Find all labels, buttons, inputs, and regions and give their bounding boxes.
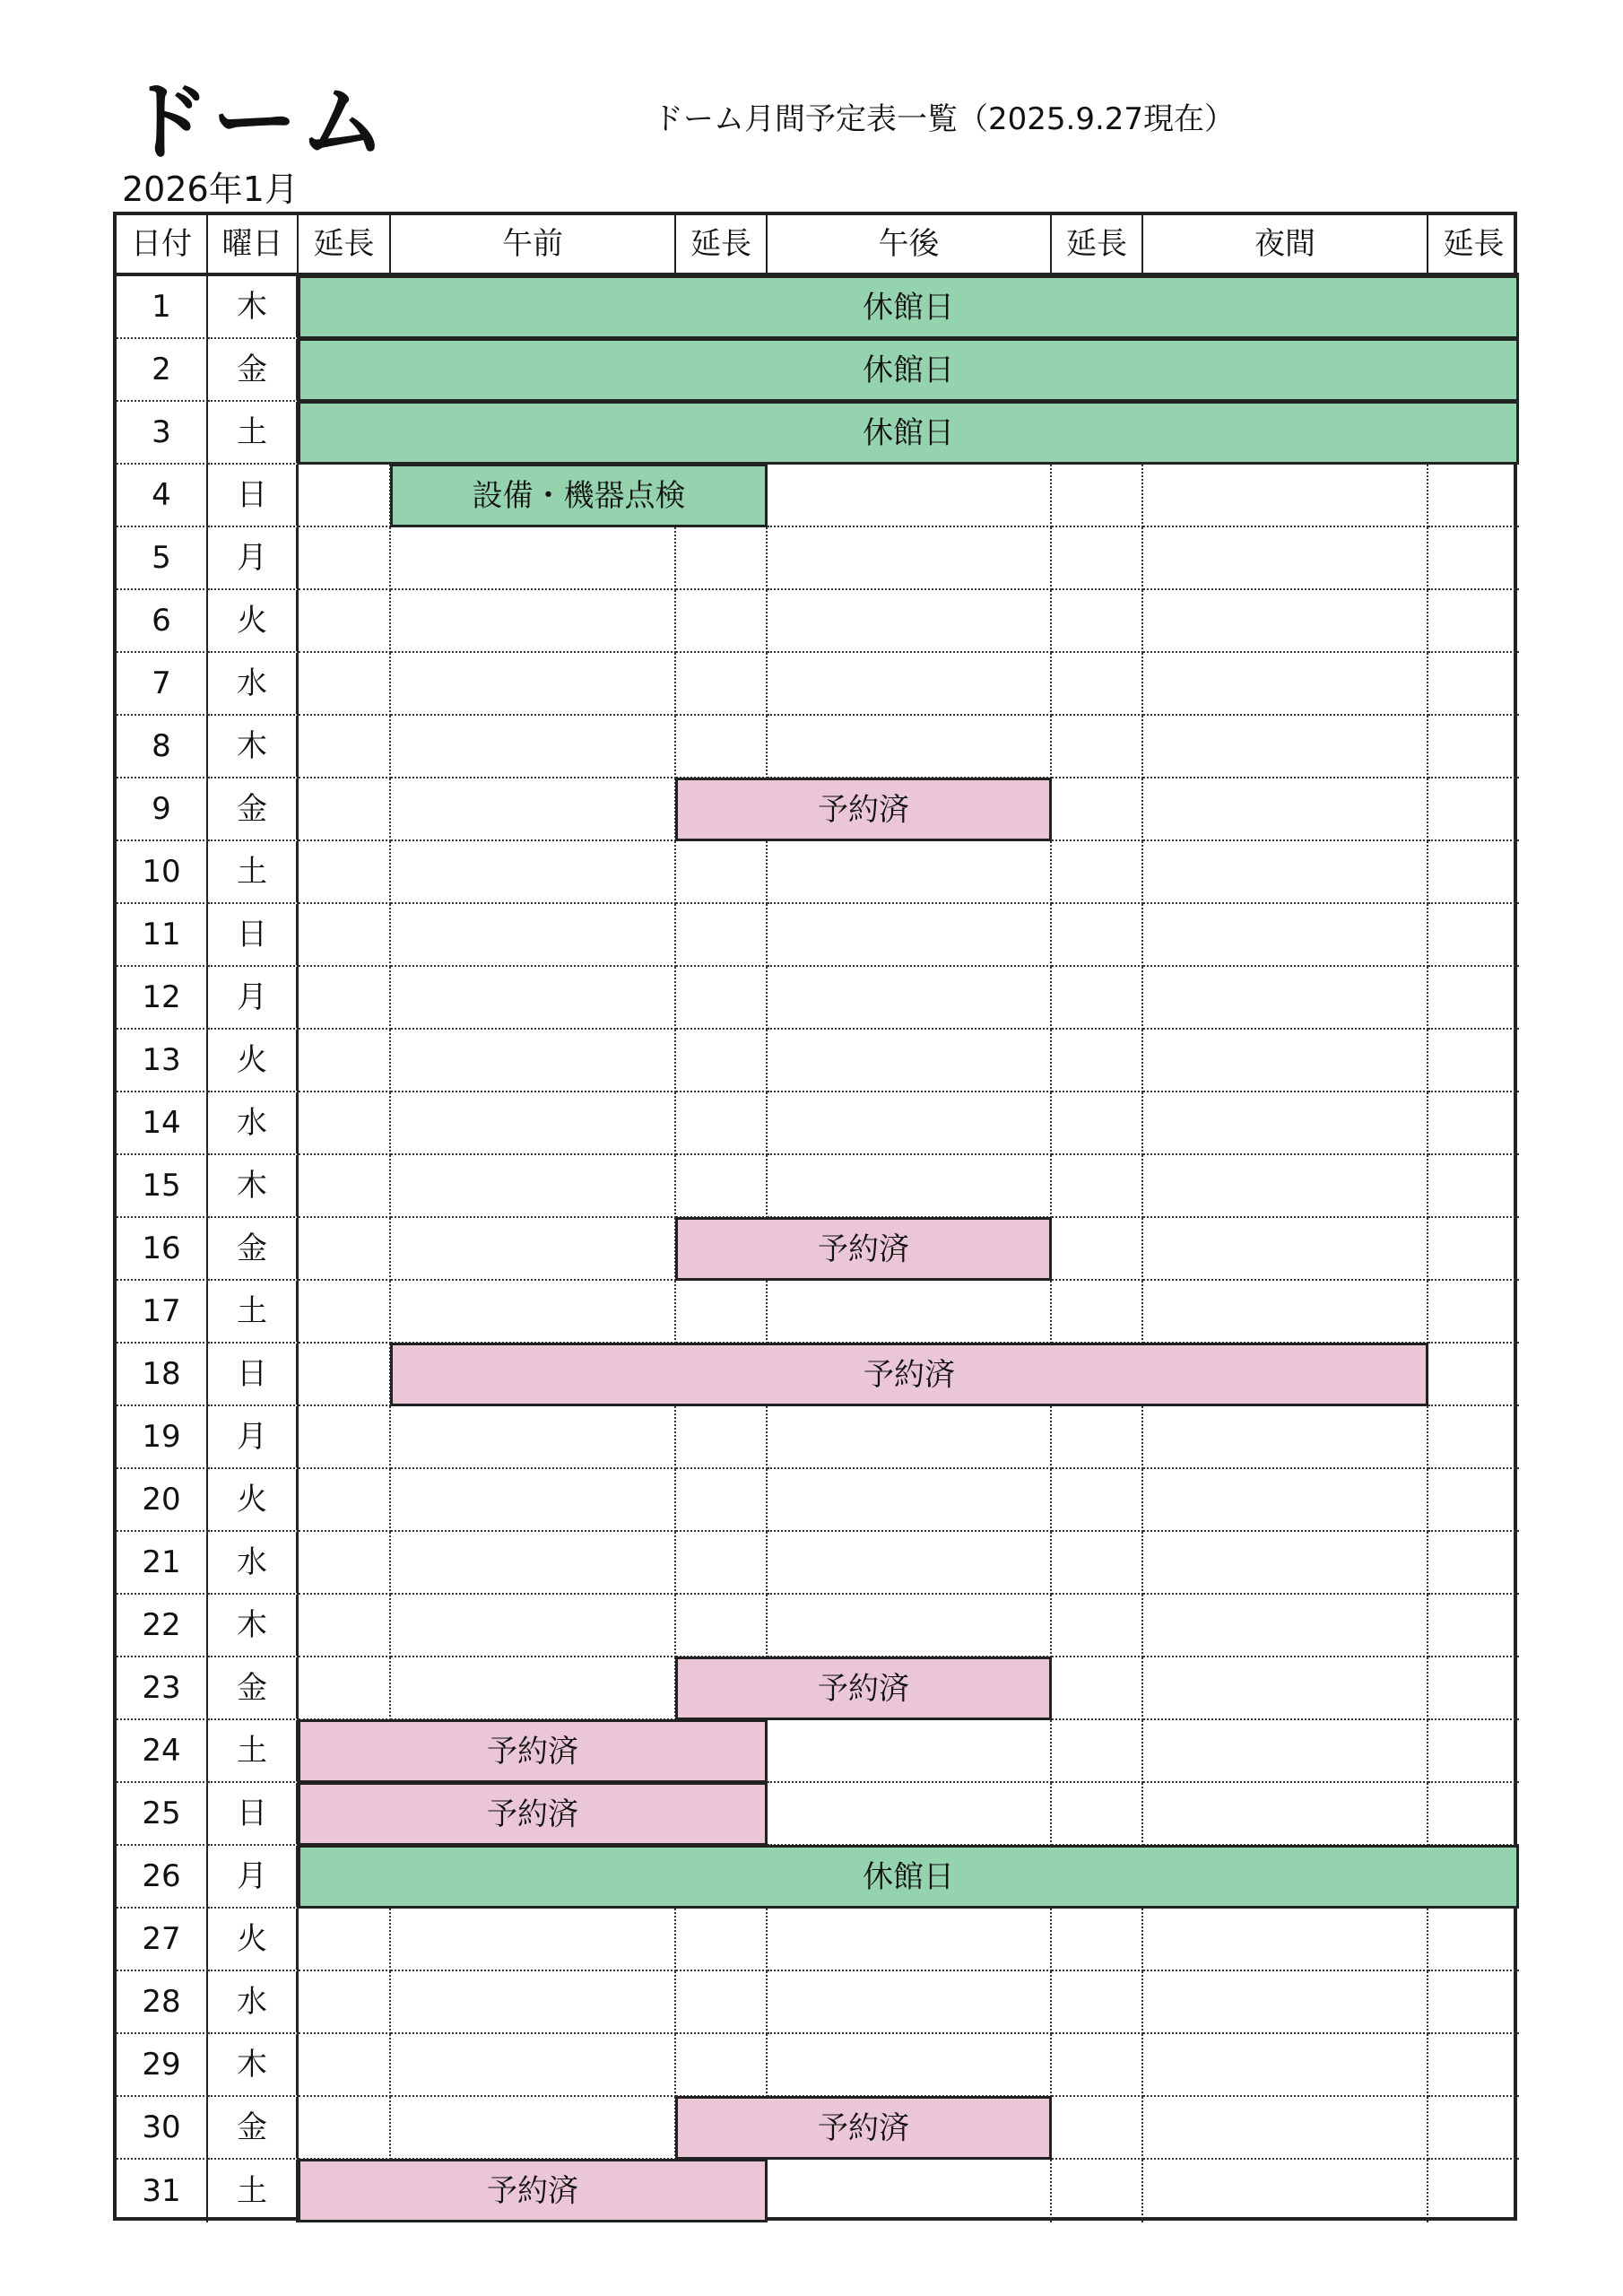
slot-cell bbox=[676, 1281, 768, 1344]
slot-cell bbox=[299, 841, 391, 904]
weekday-cell: 土 bbox=[208, 2160, 299, 2222]
slot-cell bbox=[1428, 2160, 1519, 2222]
weekday-cell: 水 bbox=[208, 1092, 299, 1155]
slot-cell bbox=[391, 527, 676, 590]
date-cell: 18 bbox=[117, 1344, 208, 1406]
slot-cell bbox=[768, 590, 1052, 653]
slot-cell bbox=[1428, 967, 1519, 1030]
weekday-cell: 日 bbox=[208, 904, 299, 967]
slot-cell bbox=[299, 2097, 391, 2160]
slot-cell bbox=[1143, 1469, 1428, 1532]
slot-cell bbox=[1143, 1532, 1428, 1595]
slot-cell bbox=[299, 1281, 391, 1344]
slot-cell bbox=[768, 904, 1052, 967]
slot-cell bbox=[1052, 1971, 1143, 2034]
slot-cell bbox=[1428, 1720, 1519, 1783]
slot-cell bbox=[1428, 527, 1519, 590]
slot-cell bbox=[1428, 2097, 1519, 2160]
slot-cell bbox=[768, 1281, 1052, 1344]
slot-cell bbox=[768, 1971, 1052, 2034]
weekday-cell: 木 bbox=[208, 1155, 299, 1218]
weekday-cell: 水 bbox=[208, 1532, 299, 1595]
slot-cell bbox=[1143, 1281, 1428, 1344]
weekday-cell: 土 bbox=[208, 1720, 299, 1783]
closed-day-block: 休館日 bbox=[298, 275, 1519, 339]
slot-cell bbox=[1052, 1155, 1143, 1218]
slot-cell bbox=[1052, 1092, 1143, 1155]
weekday-cell: 土 bbox=[208, 841, 299, 904]
slot-cell bbox=[299, 967, 391, 1030]
slot-cell bbox=[1052, 1909, 1143, 1971]
slot-cell bbox=[1143, 904, 1428, 967]
date-cell: 14 bbox=[117, 1092, 208, 1155]
slot-cell bbox=[676, 1532, 768, 1595]
slot-cell bbox=[1052, 527, 1143, 590]
column-header: 延長 bbox=[299, 215, 391, 276]
page-title: ドーム bbox=[124, 72, 387, 172]
slot-cell bbox=[1143, 1406, 1428, 1469]
weekday-cell: 木 bbox=[208, 1595, 299, 1657]
slot-cell bbox=[391, 1155, 676, 1218]
month-label: 2026年1月 bbox=[122, 170, 299, 209]
slot-cell bbox=[676, 590, 768, 653]
date-cell: 25 bbox=[117, 1783, 208, 1846]
date-cell: 30 bbox=[117, 2097, 208, 2160]
weekday-cell: 木 bbox=[208, 276, 299, 339]
date-cell: 28 bbox=[117, 1971, 208, 2034]
weekday-cell: 木 bbox=[208, 716, 299, 778]
column-header: 日付 bbox=[117, 215, 208, 276]
slot-cell bbox=[1143, 465, 1428, 527]
column-header: 午前 bbox=[391, 215, 676, 276]
slot-cell bbox=[1052, 1657, 1143, 1720]
slot-cell bbox=[391, 1281, 676, 1344]
slot-cell bbox=[676, 904, 768, 967]
date-cell: 7 bbox=[117, 653, 208, 716]
column-header: 延長 bbox=[676, 215, 768, 276]
date-cell: 6 bbox=[117, 590, 208, 653]
slot-cell bbox=[1143, 2034, 1428, 2097]
slot-cell bbox=[1428, 1030, 1519, 1092]
slot-cell bbox=[299, 527, 391, 590]
slot-cell bbox=[1052, 967, 1143, 1030]
slot-cell bbox=[1428, 841, 1519, 904]
slot-cell bbox=[1143, 1030, 1428, 1092]
slot-cell bbox=[1052, 1030, 1143, 1092]
date-cell: 10 bbox=[117, 841, 208, 904]
date-cell: 12 bbox=[117, 967, 208, 1030]
slot-cell bbox=[1428, 590, 1519, 653]
weekday-cell: 水 bbox=[208, 653, 299, 716]
date-cell: 23 bbox=[117, 1657, 208, 1720]
slot-cell bbox=[1052, 716, 1143, 778]
date-cell: 13 bbox=[117, 1030, 208, 1092]
column-header: 延長 bbox=[1428, 215, 1519, 276]
slot-cell bbox=[299, 904, 391, 967]
weekday-cell: 月 bbox=[208, 1406, 299, 1469]
date-cell: 20 bbox=[117, 1469, 208, 1532]
slot-cell bbox=[1052, 1406, 1143, 1469]
slot-cell bbox=[299, 653, 391, 716]
slot-cell bbox=[1428, 2034, 1519, 2097]
slot-cell bbox=[768, 1469, 1052, 1532]
slot-cell bbox=[1143, 1218, 1428, 1281]
slot-cell bbox=[1052, 2097, 1143, 2160]
slot-cell bbox=[676, 2034, 768, 2097]
slot-cell bbox=[768, 967, 1052, 1030]
slot-cell bbox=[1143, 2097, 1428, 2160]
slot-cell bbox=[1052, 1281, 1143, 1344]
reserved-block: 予約済 bbox=[675, 1217, 1052, 1281]
slot-cell bbox=[1428, 778, 1519, 841]
slot-cell bbox=[1143, 653, 1428, 716]
slot-cell bbox=[676, 967, 768, 1030]
slot-cell bbox=[1428, 1595, 1519, 1657]
weekday-cell: 月 bbox=[208, 967, 299, 1030]
date-cell: 11 bbox=[117, 904, 208, 967]
slot-cell bbox=[391, 590, 676, 653]
weekday-cell: 月 bbox=[208, 527, 299, 590]
slot-cell bbox=[299, 1218, 391, 1281]
slot-cell bbox=[1428, 1281, 1519, 1344]
closed-day-block: 休館日 bbox=[298, 1845, 1519, 1909]
slot-cell bbox=[768, 527, 1052, 590]
slot-cell bbox=[299, 465, 391, 527]
slot-cell bbox=[299, 2034, 391, 2097]
slot-cell bbox=[391, 1030, 676, 1092]
slot-cell bbox=[768, 1155, 1052, 1218]
slot-cell bbox=[299, 1971, 391, 2034]
slot-cell bbox=[299, 1909, 391, 1971]
date-cell: 3 bbox=[117, 402, 208, 465]
date-cell: 15 bbox=[117, 1155, 208, 1218]
weekday-cell: 火 bbox=[208, 1909, 299, 1971]
column-header: 夜間 bbox=[1143, 215, 1428, 276]
closed-day-block: 休館日 bbox=[298, 401, 1519, 465]
slot-cell bbox=[768, 1030, 1052, 1092]
slot-cell bbox=[1143, 967, 1428, 1030]
reserved-block: 予約済 bbox=[298, 2159, 768, 2222]
slot-cell bbox=[1428, 1218, 1519, 1281]
slot-cell bbox=[768, 1909, 1052, 1971]
slot-cell bbox=[1052, 653, 1143, 716]
slot-cell bbox=[676, 716, 768, 778]
closed-day-block: 設備・機器点検 bbox=[390, 464, 768, 527]
weekday-cell: 土 bbox=[208, 1281, 299, 1344]
slot-cell bbox=[1052, 1469, 1143, 1532]
slot-cell bbox=[1428, 465, 1519, 527]
slot-cell bbox=[391, 1532, 676, 1595]
slot-cell bbox=[676, 653, 768, 716]
schedule-table bbox=[113, 212, 1517, 2221]
slot-cell bbox=[391, 1909, 676, 1971]
slot-cell bbox=[1052, 1720, 1143, 1783]
slot-cell bbox=[391, 2034, 676, 2097]
slot-cell bbox=[768, 653, 1052, 716]
weekday-cell: 日 bbox=[208, 1783, 299, 1846]
slot-cell bbox=[1143, 1971, 1428, 2034]
weekday-cell: 日 bbox=[208, 465, 299, 527]
slot-cell bbox=[768, 1720, 1052, 1783]
date-cell: 27 bbox=[117, 1909, 208, 1971]
slot-cell bbox=[676, 1469, 768, 1532]
slot-cell bbox=[1143, 1657, 1428, 1720]
weekday-cell: 土 bbox=[208, 402, 299, 465]
weekday-cell: 木 bbox=[208, 2034, 299, 2097]
reserved-block: 予約済 bbox=[390, 1343, 1428, 1406]
slot-cell bbox=[1143, 1595, 1428, 1657]
slot-cell bbox=[1052, 2034, 1143, 2097]
slot-cell bbox=[768, 2160, 1052, 2222]
slot-cell bbox=[1143, 527, 1428, 590]
slot-cell bbox=[391, 1657, 676, 1720]
slot-cell bbox=[391, 904, 676, 967]
column-header: 延長 bbox=[1052, 215, 1143, 276]
slot-cell bbox=[768, 1406, 1052, 1469]
slot-cell bbox=[1052, 1783, 1143, 1846]
date-cell: 1 bbox=[117, 276, 208, 339]
slot-cell bbox=[1428, 1155, 1519, 1218]
reserved-block: 予約済 bbox=[298, 1719, 768, 1783]
slot-cell bbox=[676, 1971, 768, 2034]
date-cell: 2 bbox=[117, 339, 208, 402]
slot-cell bbox=[391, 1971, 676, 2034]
weekday-cell: 水 bbox=[208, 1971, 299, 2034]
slot-cell bbox=[391, 778, 676, 841]
reserved-block: 予約済 bbox=[298, 1782, 768, 1846]
slot-cell bbox=[391, 653, 676, 716]
slot-cell bbox=[1052, 904, 1143, 967]
weekday-cell: 火 bbox=[208, 590, 299, 653]
slot-cell bbox=[1143, 2160, 1428, 2222]
slot-cell bbox=[1428, 1783, 1519, 1846]
slot-cell bbox=[768, 1783, 1052, 1846]
slot-cell bbox=[299, 1030, 391, 1092]
closed-day-block: 休館日 bbox=[298, 338, 1519, 402]
slot-cell bbox=[676, 1092, 768, 1155]
slot-cell bbox=[299, 1595, 391, 1657]
slot-cell bbox=[1052, 841, 1143, 904]
slot-cell bbox=[299, 1469, 391, 1532]
slot-cell bbox=[1428, 716, 1519, 778]
schedule-subtitle: ドーム月間予定表一覧（2025.9.27現在） bbox=[653, 101, 1236, 137]
slot-cell bbox=[676, 1030, 768, 1092]
weekday-cell: 月 bbox=[208, 1846, 299, 1909]
slot-cell bbox=[1143, 778, 1428, 841]
slot-cell bbox=[1052, 2160, 1143, 2222]
slot-cell bbox=[768, 1532, 1052, 1595]
slot-cell bbox=[1143, 1909, 1428, 1971]
slot-cell bbox=[768, 716, 1052, 778]
slot-cell bbox=[391, 1595, 676, 1657]
column-header: 曜日 bbox=[208, 215, 299, 276]
slot-cell bbox=[1143, 1092, 1428, 1155]
weekday-cell: 金 bbox=[208, 2097, 299, 2160]
slot-cell bbox=[1052, 1532, 1143, 1595]
slot-cell bbox=[1428, 1092, 1519, 1155]
slot-cell bbox=[1052, 778, 1143, 841]
slot-cell bbox=[299, 1657, 391, 1720]
slot-cell bbox=[1428, 1344, 1519, 1406]
slot-cell bbox=[1143, 841, 1428, 904]
slot-cell bbox=[676, 527, 768, 590]
slot-cell bbox=[1052, 1595, 1143, 1657]
slot-cell bbox=[391, 1469, 676, 1532]
date-cell: 29 bbox=[117, 2034, 208, 2097]
slot-cell bbox=[299, 590, 391, 653]
slot-cell bbox=[676, 1909, 768, 1971]
slot-cell bbox=[1428, 1657, 1519, 1720]
slot-cell bbox=[1052, 590, 1143, 653]
slot-cell bbox=[1428, 1909, 1519, 1971]
weekday-cell: 金 bbox=[208, 339, 299, 402]
weekday-cell: 金 bbox=[208, 1218, 299, 1281]
reserved-block: 予約済 bbox=[675, 1657, 1052, 1720]
slot-cell bbox=[299, 1155, 391, 1218]
slot-cell bbox=[1052, 465, 1143, 527]
slot-cell bbox=[768, 465, 1052, 527]
slot-cell bbox=[1143, 590, 1428, 653]
slot-cell bbox=[391, 841, 676, 904]
slot-cell bbox=[676, 841, 768, 904]
slot-cell bbox=[676, 1155, 768, 1218]
slot-cell bbox=[1052, 1218, 1143, 1281]
date-cell: 19 bbox=[117, 1406, 208, 1469]
slot-cell bbox=[391, 1092, 676, 1155]
slot-cell bbox=[1428, 1532, 1519, 1595]
slot-cell bbox=[768, 1092, 1052, 1155]
slot-cell bbox=[768, 1595, 1052, 1657]
slot-cell bbox=[299, 1532, 391, 1595]
date-cell: 4 bbox=[117, 465, 208, 527]
slot-cell bbox=[1143, 1155, 1428, 1218]
slot-cell bbox=[1428, 653, 1519, 716]
slot-cell bbox=[299, 1406, 391, 1469]
weekday-cell: 火 bbox=[208, 1030, 299, 1092]
slot-cell bbox=[391, 2097, 676, 2160]
slot-cell bbox=[1428, 1971, 1519, 2034]
slot-cell bbox=[1428, 904, 1519, 967]
slot-cell bbox=[768, 2034, 1052, 2097]
date-cell: 26 bbox=[117, 1846, 208, 1909]
date-cell: 8 bbox=[117, 716, 208, 778]
slot-cell bbox=[1428, 1469, 1519, 1532]
slot-cell bbox=[299, 1092, 391, 1155]
slot-cell bbox=[299, 778, 391, 841]
date-cell: 9 bbox=[117, 778, 208, 841]
column-header: 午後 bbox=[768, 215, 1052, 276]
weekday-cell: 金 bbox=[208, 1657, 299, 1720]
date-cell: 22 bbox=[117, 1595, 208, 1657]
slot-cell bbox=[391, 1406, 676, 1469]
slot-cell bbox=[391, 1218, 676, 1281]
date-cell: 16 bbox=[117, 1218, 208, 1281]
slot-cell bbox=[299, 716, 391, 778]
slot-cell bbox=[676, 1595, 768, 1657]
date-cell: 31 bbox=[117, 2160, 208, 2222]
reserved-block: 予約済 bbox=[675, 778, 1052, 841]
reserved-block: 予約済 bbox=[675, 2096, 1052, 2160]
weekday-cell: 金 bbox=[208, 778, 299, 841]
slot-cell bbox=[1143, 716, 1428, 778]
slot-cell bbox=[1143, 1783, 1428, 1846]
slot-cell bbox=[299, 1344, 391, 1406]
date-cell: 5 bbox=[117, 527, 208, 590]
weekday-cell: 日 bbox=[208, 1344, 299, 1406]
slot-cell bbox=[391, 967, 676, 1030]
slot-cell bbox=[1428, 1406, 1519, 1469]
slot-cell bbox=[1143, 1720, 1428, 1783]
slot-cell bbox=[391, 716, 676, 778]
slot-cell bbox=[768, 841, 1052, 904]
date-cell: 21 bbox=[117, 1532, 208, 1595]
weekday-cell: 火 bbox=[208, 1469, 299, 1532]
date-cell: 17 bbox=[117, 1281, 208, 1344]
slot-cell bbox=[676, 1406, 768, 1469]
date-cell: 24 bbox=[117, 1720, 208, 1783]
